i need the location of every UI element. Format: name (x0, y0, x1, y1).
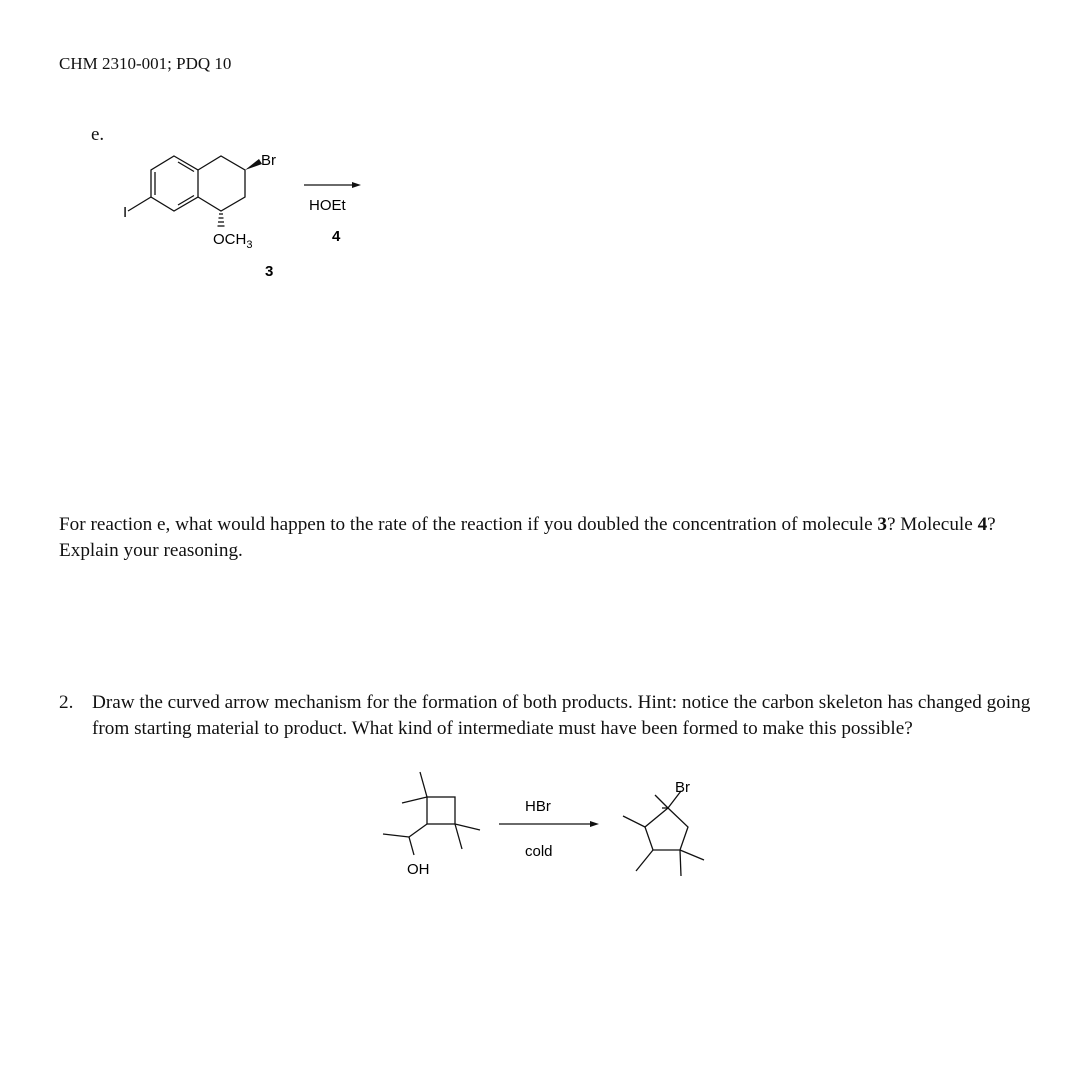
question-2 (59, 690, 1049, 741)
cyclopentane-ring (645, 808, 688, 850)
saturated-ring (198, 156, 245, 211)
cyclopentane-product (623, 791, 704, 876)
molecule-number-3: 3 (265, 263, 274, 280)
aromatic-ring (151, 156, 198, 211)
part-label-e: e. (91, 124, 105, 145)
reaction-arrowhead-2 (590, 821, 599, 827)
product-br: Br (675, 779, 690, 796)
hashed-bond-och3 (218, 214, 225, 226)
reagent-cold: cold (525, 843, 553, 860)
reagent-hbr: HBr (525, 798, 551, 815)
reaction-e-scheme (0, 0, 1087, 300)
question-number-2: 2. (59, 692, 74, 713)
substituent-br: Br (261, 152, 276, 169)
question-e: For reaction e, what would happen to the rate of the reaction if you doubled the concentration of molecule 3? Molecule 4? Explain your reasoning. (59, 514, 996, 561)
substituent-methoxy: $OCH_3$ (213, 231, 253, 251)
substituent-iodo: I (123, 204, 128, 221)
reagent-number-4: 4 (332, 228, 341, 245)
cyclobutane-starting-material (383, 772, 480, 855)
page-header: CHM 2310-001; PDQ 10 (59, 54, 232, 73)
reaction-2-scheme (0, 760, 1087, 900)
reaction-arrowhead-e (352, 182, 361, 188)
cyclobutane-ring (427, 797, 455, 824)
wedge-bond-br (245, 159, 262, 170)
tetralin-skeleton (128, 156, 245, 211)
reagent-hoet: HOEt (309, 197, 346, 214)
starting-oh: OH (407, 861, 430, 878)
iodo-bond (128, 197, 151, 211)
question-2-text: Draw the curved arrow mechanism for the formation of both products. Hint: notice the carbon skeleton has changed going from starting material to product. What kind of intermediate must have been formed to make this possible? (92, 692, 1031, 739)
